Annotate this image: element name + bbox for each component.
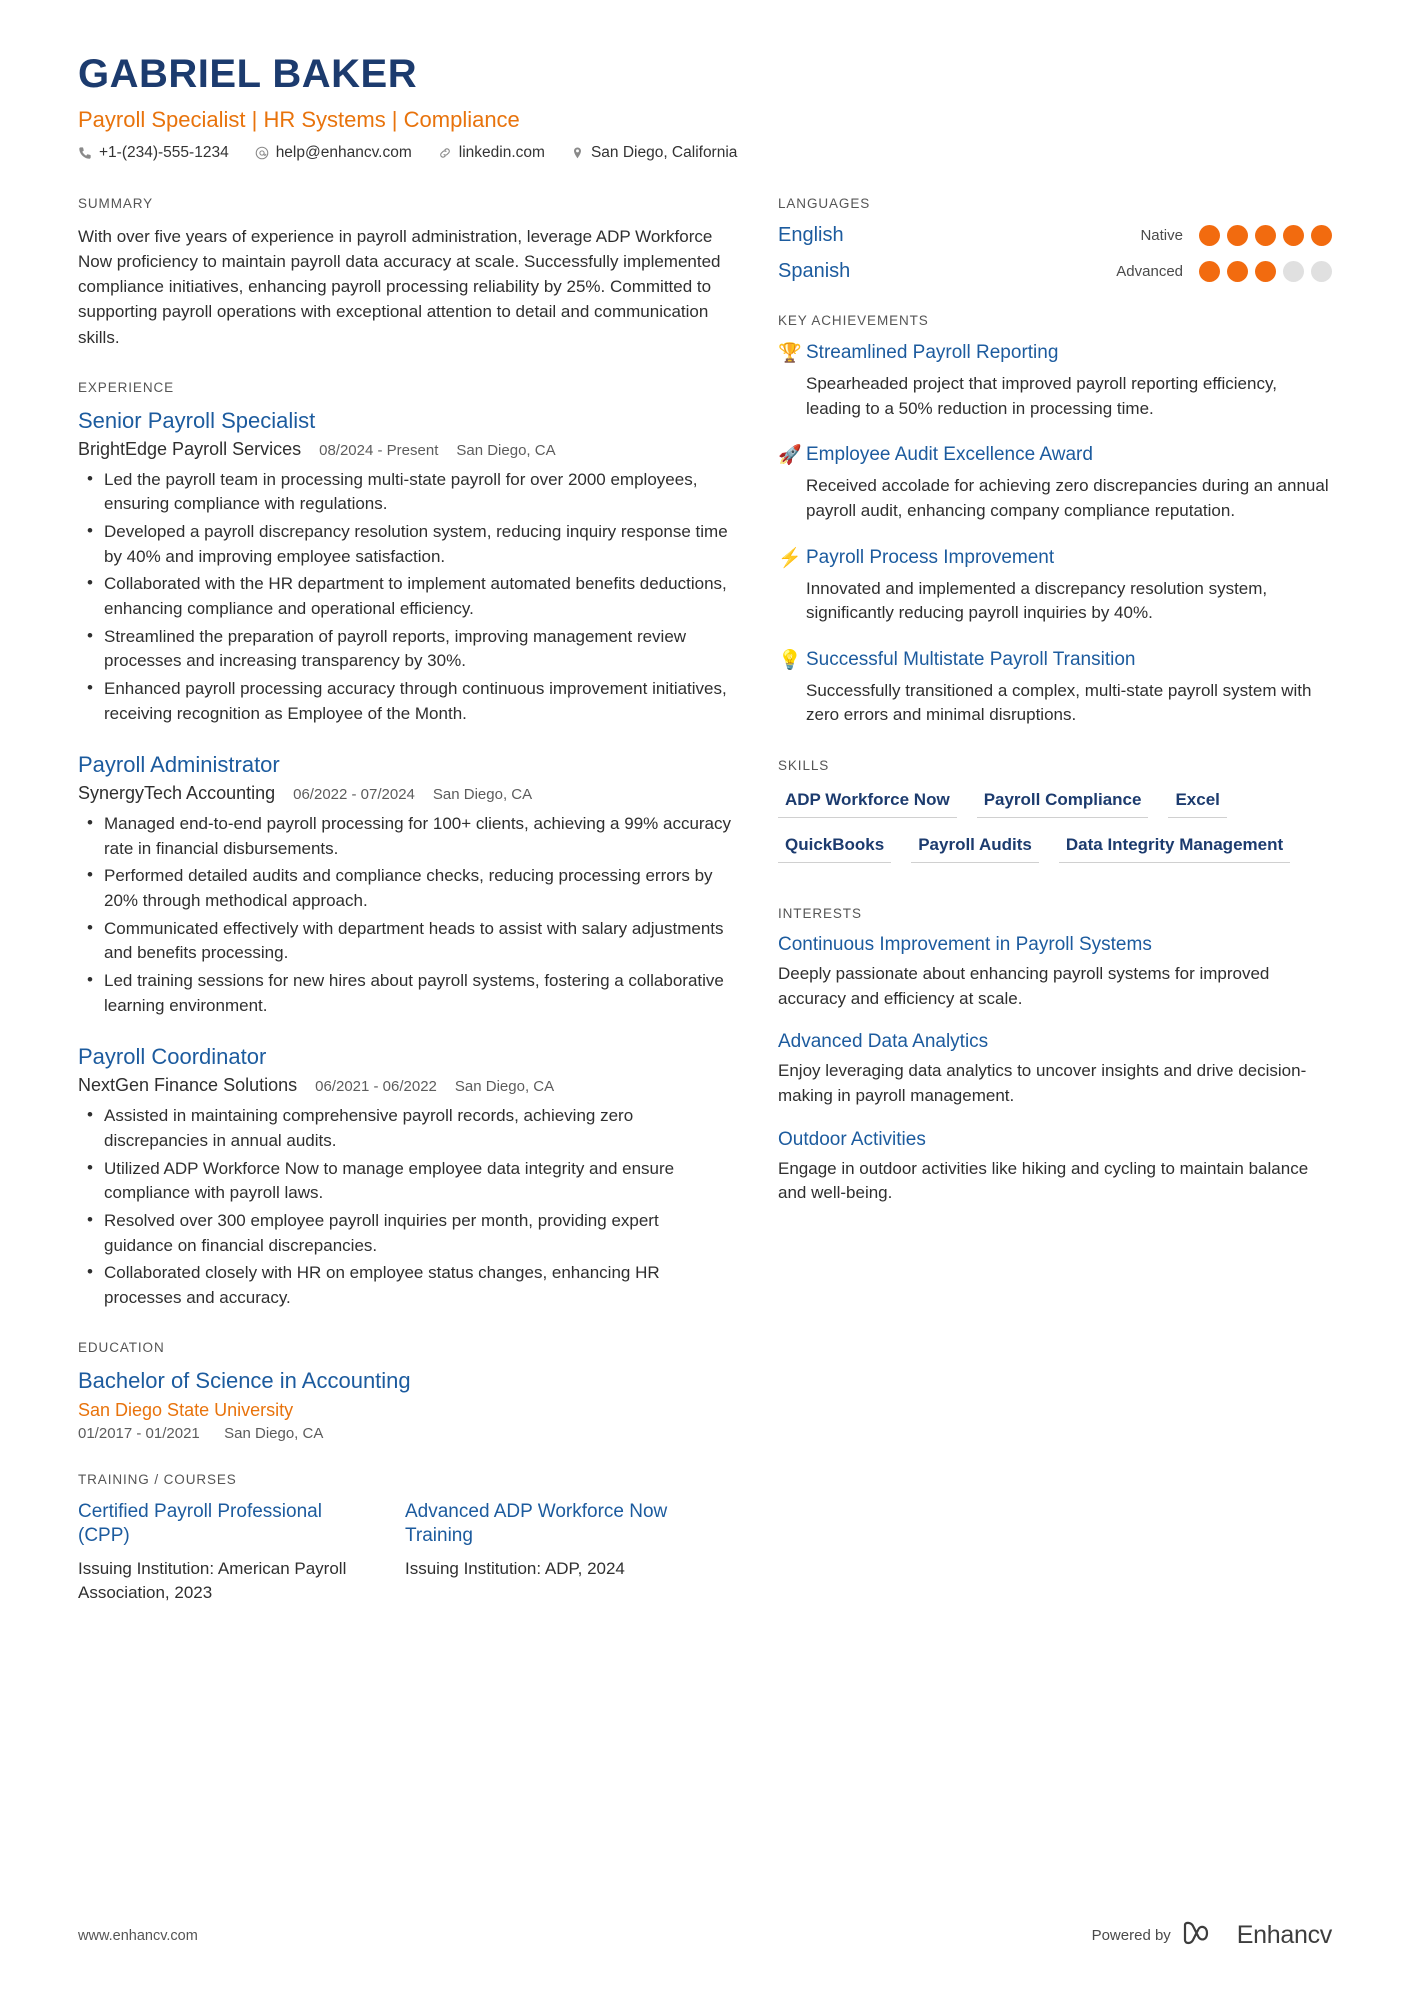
job-bullet: • Communicated effectively with department heads to assist with salary adjustments and benefits processing. xyxy=(82,917,732,966)
interests-section xyxy=(778,906,1332,1206)
job-bullets xyxy=(82,1104,732,1310)
left-column xyxy=(78,196,778,1635)
skills-section xyxy=(778,758,1332,876)
rating-dot xyxy=(1227,261,1248,282)
resume-header xyxy=(78,52,1332,162)
experience-section-label: EXPERIENCE xyxy=(78,379,175,395)
language-name: Spanish xyxy=(778,260,851,282)
rating-dot xyxy=(1255,261,1276,282)
training-title: Certified Payroll Professional (CPP) xyxy=(78,1501,322,1547)
phone-icon xyxy=(78,146,92,160)
job-bullet: • Utilized ADP Workforce Now to manage employee data integrity and ensure compliance with payroll laws. xyxy=(82,1157,732,1206)
achievement-item xyxy=(778,546,1332,626)
job-bullet: • Led the payroll team in processing multi-state payroll for over 2000 employees, ensuring compliance with regulations. xyxy=(82,468,732,517)
rating-dot xyxy=(1311,261,1332,282)
brand-name: Enhancv xyxy=(1236,1921,1332,1949)
job-title: Senior Payroll Specialist xyxy=(78,407,316,433)
training-item xyxy=(405,1500,732,1604)
interest-desc: Engage in outdoor activities like hiking and cycling to maintain balance and well-being. xyxy=(778,1158,1309,1203)
job-bullet: • Collaborated closely with HR on employee status changes, enhancing HR processes and accuracy. xyxy=(82,1261,732,1310)
job-company: SynergyTech Accounting xyxy=(78,783,276,804)
rating-dot xyxy=(1199,225,1220,246)
contact-location xyxy=(571,144,737,162)
languages-section xyxy=(778,196,1332,283)
job-location: San Diego, CA xyxy=(432,786,533,804)
achievement-item xyxy=(778,341,1332,421)
skills-list xyxy=(778,786,1332,876)
rating-dot xyxy=(1283,225,1304,246)
page-footer xyxy=(78,1920,1332,1951)
contact-email-text: help@enhancv.com xyxy=(275,144,412,161)
training-subtitle: Issuing Institution: ADP, 2024 xyxy=(405,1558,625,1578)
education-meta xyxy=(78,1425,732,1442)
job-bullet: • Performed detailed audits and compliance checks, reducing processing errors by 20% through methodical approach. xyxy=(82,864,732,913)
language-name: English xyxy=(778,224,844,246)
job-bullet: • Assisted in maintaining comprehensive payroll records, achieving zero discrepancies in annual audits. xyxy=(82,1104,732,1153)
job-bullet: • Streamlined the preparation of payroll reports, improving management review processes and increasing transparency by 30%. xyxy=(82,625,732,674)
achievements-section xyxy=(778,313,1332,728)
languages-section-label: LANGUAGES xyxy=(778,196,871,211)
interests-section-label: INTERESTS xyxy=(778,906,862,922)
interest-title: Advanced Data Analytics xyxy=(778,1031,989,1053)
powered-by-label: Powered by xyxy=(1091,1927,1171,1944)
summary-section-label: SUMMARY xyxy=(78,196,154,211)
experience-item xyxy=(78,408,732,726)
skill-tag: ADP Workforce Now xyxy=(778,786,957,818)
education-dates: 01/2017 - 01/2021 xyxy=(78,1425,200,1443)
interest-desc: Enjoy leveraging data analytics to uncover insights and drive decision-making in payroll management. xyxy=(778,1061,1307,1106)
language-rating xyxy=(1199,261,1332,282)
job-bullet: • Developed a payroll discrepancy resolution system, reducing inquiry response time by 40% and improving employee satisfaction. xyxy=(82,520,732,569)
experience-item xyxy=(78,752,732,1018)
education-degree: Bachelor of Science in Accounting xyxy=(78,1368,411,1394)
summary-section xyxy=(78,196,732,350)
footer-branding xyxy=(1092,1920,1332,1951)
link-icon xyxy=(438,146,452,160)
achievement-desc: Spearheaded project that improved payroll reporting efficiency, leading to a 50% reduction in processing time. xyxy=(806,374,1277,418)
achievement-item xyxy=(778,443,1332,523)
rating-dot xyxy=(1283,261,1304,282)
training-subtitle: Issuing Institution: American Payroll Association, 2023 xyxy=(78,1558,347,1602)
achievements-section-label: KEY ACHIEVEMENTS xyxy=(778,313,929,328)
skill-tag: QuickBooks xyxy=(778,831,891,863)
training-grid xyxy=(78,1500,732,1604)
achievement-head xyxy=(778,648,1332,672)
rating-dot xyxy=(1255,225,1276,246)
language-item xyxy=(778,224,1332,247)
job-dates: 08/2024 - Present xyxy=(319,441,439,459)
contact-phone-text: +1-(234)-555-1234 xyxy=(99,144,229,161)
contact-email xyxy=(255,144,412,162)
enhancv-logo-icon xyxy=(1182,1920,1226,1951)
achievement-desc: Successfully transitioned a complex, multi-state payroll system with zero errors and minimal disruptions. xyxy=(806,680,1312,725)
achievement-item xyxy=(778,648,1332,728)
lightbulb-icon: 💡 xyxy=(778,649,802,671)
job-bullets xyxy=(82,812,732,1018)
trophy-icon: 🏆 xyxy=(778,343,802,364)
footer-url[interactable]: www.enhancv.com xyxy=(78,1927,198,1944)
summary-text: With over five years of experience in payroll administration, leverage ADP Workforce Now proficiency to maintain payroll data accuracy at scale. Successfully implemented compliance initiatives, enhancing payroll processing reliability by 25%. Committed to supporting payroll operations with exceptional attention to detail and communication skills. xyxy=(78,227,721,347)
interest-item xyxy=(778,934,1332,1011)
achievement-title: Payroll Process Improvement xyxy=(806,546,1055,568)
candidate-headline: Payroll Specialist | HR Systems | Compliance xyxy=(78,107,520,132)
achievement-title: Successful Multistate Payroll Transition xyxy=(806,648,1136,670)
rating-dot xyxy=(1311,225,1332,246)
achievement-head xyxy=(778,546,1332,570)
job-bullets xyxy=(82,468,732,726)
skills-section-label: SKILLS xyxy=(778,758,830,774)
skill-tag: Payroll Compliance xyxy=(977,786,1149,818)
job-location: San Diego, CA xyxy=(456,441,556,459)
job-location: San Diego, CA xyxy=(454,1078,555,1096)
experience-item xyxy=(78,1044,732,1310)
rating-dot xyxy=(1199,261,1220,282)
contact-linkedin[interactable] xyxy=(438,144,545,162)
education-section xyxy=(78,1340,732,1442)
education-section-label: EDUCATION xyxy=(78,1340,165,1356)
achievement-title: Streamlined Payroll Reporting xyxy=(806,342,1059,363)
achievement-head xyxy=(778,341,1332,365)
job-bullet: • Enhanced payroll processing accuracy through continuous improvement initiatives, receiving recognition as Employee of the Month. xyxy=(82,677,732,726)
candidate-name: GABRIEL BAKER xyxy=(78,52,418,96)
resume-body xyxy=(78,196,1332,1635)
job-company: BrightEdge Payroll Services xyxy=(78,438,302,459)
achievement-desc: Innovated and implemented a discrepancy resolution system, significantly reducing payroll inquiries by 40%. xyxy=(806,578,1268,623)
job-meta xyxy=(78,783,732,804)
job-bullet: • Collaborated with the HR department to implement automated benefits deductions, enhancing compliance and operational efficiency. xyxy=(82,572,732,621)
language-item xyxy=(778,260,1332,283)
contact-linkedin-text: linkedin.com xyxy=(458,144,545,161)
job-meta xyxy=(78,1075,732,1096)
job-meta xyxy=(78,439,732,460)
language-level: Native xyxy=(1140,227,1183,244)
right-column xyxy=(778,196,1332,1236)
contact-phone xyxy=(78,144,229,162)
interest-item xyxy=(778,1031,1332,1108)
skill-tag: Excel xyxy=(1168,786,1226,818)
interest-title: Continuous Improvement in Payroll Systems xyxy=(778,934,1152,956)
achievement-title: Employee Audit Excellence Award xyxy=(806,444,1093,466)
location-pin-icon xyxy=(571,146,584,160)
interest-desc: Deeply passionate about enhancing payroll systems for improved accuracy and efficiency at scale. xyxy=(778,964,1270,1008)
email-icon xyxy=(255,146,269,160)
job-dates: 06/2021 - 06/2022 xyxy=(315,1078,437,1096)
rocket-icon: 🚀 xyxy=(778,445,802,467)
rating-dot xyxy=(1227,225,1248,246)
interest-item xyxy=(778,1129,1332,1206)
training-title: Advanced ADP Workforce Now Training xyxy=(405,1501,668,1547)
job-bullet: • Managed end-to-end payroll processing for 100+ clients, achieving a 99% accuracy rate in financial disbursements. xyxy=(82,812,732,861)
achievement-desc: Received accolade for achieving zero discrepancies during an annual payroll audit, enhancing company compliance reputation. xyxy=(806,476,1329,520)
skill-tag: Data Integrity Management xyxy=(1059,831,1290,863)
training-section-label: TRAINING / COURSES xyxy=(78,1472,237,1488)
skill-tag: Payroll Audits xyxy=(911,831,1039,863)
contact-location-text: San Diego, California xyxy=(590,144,738,161)
training-section xyxy=(78,1472,732,1604)
lightning-bolt-icon: ⚡ xyxy=(778,547,802,569)
training-item xyxy=(78,1500,405,1604)
achievement-head xyxy=(778,443,1332,467)
job-bullet: • Led training sessions for new hires about payroll systems, fostering a collaborative learning environment. xyxy=(82,969,732,1018)
job-dates: 06/2022 - 07/2024 xyxy=(293,786,415,804)
experience-section xyxy=(78,380,732,1311)
job-title: Payroll Coordinator xyxy=(78,1044,267,1070)
job-bullet: • Resolved over 300 employee payroll inquiries per month, providing expert guidance on financial discrepancies. xyxy=(82,1209,732,1258)
job-title: Payroll Administrator xyxy=(78,752,280,778)
language-rating xyxy=(1199,225,1332,246)
education-school: San Diego State University xyxy=(78,1400,294,1421)
language-level: Advanced xyxy=(1116,263,1183,280)
education-location: San Diego, CA xyxy=(224,1425,324,1443)
interest-title: Outdoor Activities xyxy=(778,1128,926,1150)
contact-row xyxy=(78,144,1332,162)
job-company: NextGen Finance Solutions xyxy=(78,1075,298,1096)
